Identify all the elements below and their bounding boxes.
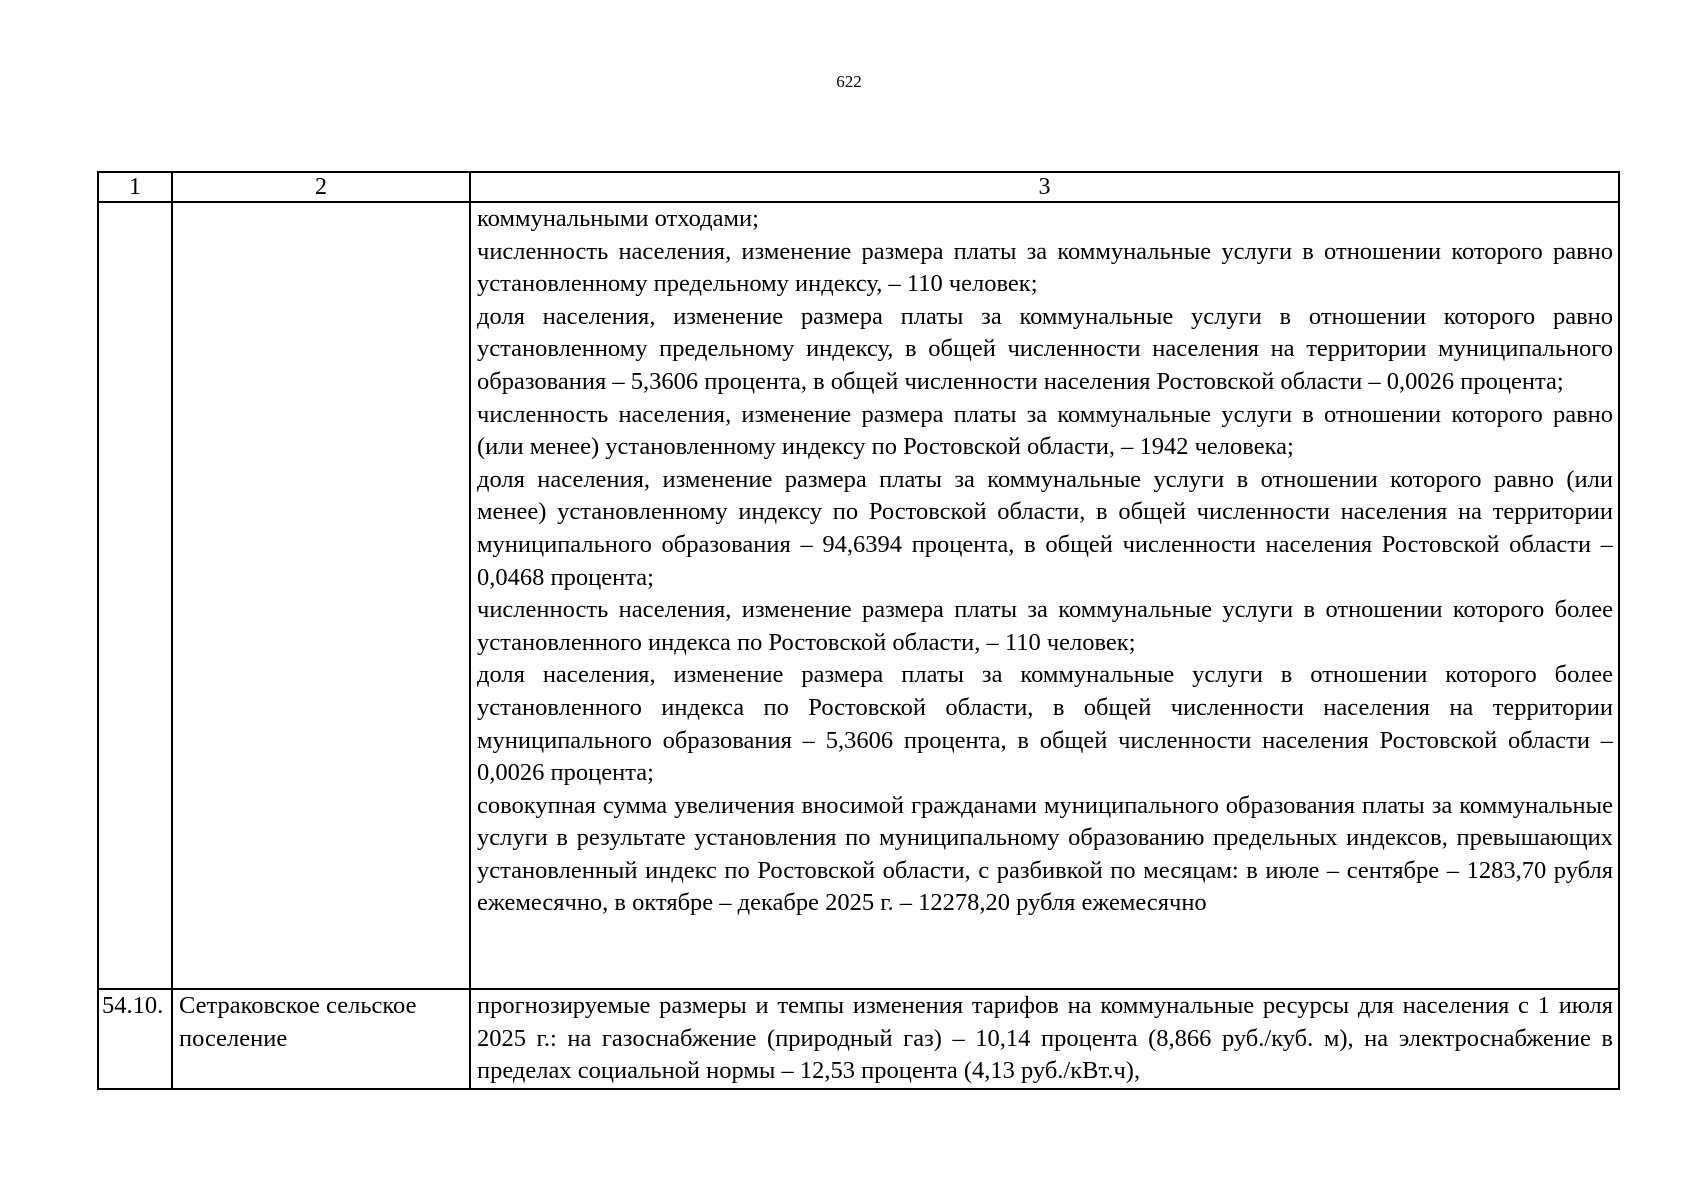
row-number: 54.10. [102, 992, 164, 1019]
row-name-cell [172, 989, 470, 1089]
paragraph: численность населения, изменение размера платы за коммунальные услуги в отношении которого равно (или менее) установленному индексу по Ростовской области, – 1942 человека; [477, 400, 1613, 461]
row-number-cell [98, 202, 172, 989]
row-number-cell [98, 989, 172, 1089]
paragraph: численность населения, изменение размера платы за коммунальные услуги в отношении которого равно установленному предельному индексу, – 110 человек; [477, 237, 1613, 298]
header-row [98, 172, 1619, 202]
paragraph: доля населения, изменение размера платы за коммунальные услуги в отношении которого равно установленному предельному индексу, в общей численности населения на территории муниципального образования – 5,3606 процента, в общей численности населения Ростовской области – 0,0026 процента; [477, 302, 1613, 395]
paragraph: доля населения, изменение размера платы за коммунальные услуги в отношении которого более установленного индекса по Ростовской области, в общей численности населения на территории муниципального образования – 5,3606 процента, в общей численности населения Ростовской области – 0,0026 процента; [477, 661, 1613, 787]
paragraph: совокупная сумма увеличения вносимой гражданами муниципального образования платы за коммунальные услуги в результате установления по муниципальному образованию предельных индексов, превышающих установленный индекс по Ростовской области, с разбивкой по месяцам: в июле – сентябре – 1283,70 рубля ежемесячно, в октябре – декабре 2025 г. – 12278,20 рубля ежемесячно [477, 791, 1613, 917]
paragraph: численность населения, изменение размера платы за коммунальные услуги в отношении которого более установленного индекса по Ростовской области, – 110 человек; [477, 596, 1613, 656]
row-text-cell [470, 202, 1619, 989]
page-number: 622 [836, 72, 862, 91]
table-row-54-10 [98, 989, 1619, 1089]
paragraph: коммунальными отходами; [477, 205, 759, 232]
table-row-continuation [98, 202, 1619, 989]
column-header-2: 2 [172, 172, 470, 202]
column-header-1: 1 [98, 172, 172, 202]
paragraph: прогнозируемые размеры и темпы изменения тарифов на коммунальные ресурсы для населения с 1 июля 2025 г.: на газоснабжение (природный газ) – 10,14 процента (8,866 руб./куб. м), на электроснабжение в пределах социальной нормы – 12,53 процента (4,13 руб./кВт.ч), [477, 992, 1613, 1085]
paragraph: доля населения, изменение размера платы за коммунальные услуги в отношении которого равно (или менее) установленному индексу по Ростовской области, в общей численности населения на территории муниципального образования – 94,6394 процента, в общей численности населения Ростовской области – 0,0468 процента; [477, 465, 1613, 591]
settlement-name: Сетраковское сельское поселение [179, 992, 417, 1052]
row-text-cell [470, 989, 1619, 1089]
row-name-cell [172, 202, 470, 989]
document-table [97, 171, 1620, 1090]
column-header-3: 3 [470, 172, 1619, 202]
